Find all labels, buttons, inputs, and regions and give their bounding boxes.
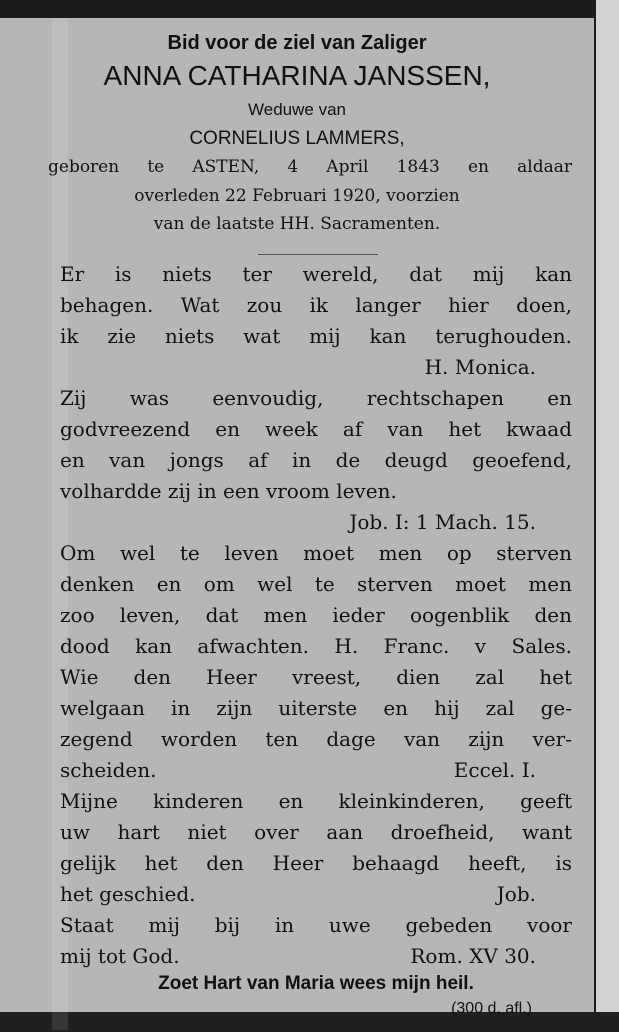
text-line: Mijne kinderen en kleinkinderen, geeft: [60, 789, 572, 813]
prayer-card: [0, 18, 594, 1017]
death-line: overleden 22 Februari 1920, voorzien: [134, 186, 460, 206]
text-line: het geschied.: [60, 882, 196, 906]
birth-line: geboren te ASTEN, 4 April 1843 en aldaar: [48, 157, 572, 177]
text-line: Om wel te leven moet men op sterven: [60, 541, 572, 565]
citation: Eccel. I.: [453, 758, 536, 782]
citation: Rom. XV 30.: [410, 944, 536, 968]
text-line: welgaan in zijn uiterste en hij zal ge-: [60, 696, 572, 720]
citation: Job.: [496, 882, 536, 906]
citation: Job. I: 1 Mach. 15.: [349, 510, 536, 534]
text-line: mij tot God.: [60, 944, 180, 968]
closing-prayer: Zoet Hart van Maria wees mijn heil.: [158, 973, 474, 994]
text-line: gelijk het den Heer behaagd heeft, is: [60, 851, 572, 875]
widow-of-label: Weduwe van: [248, 100, 346, 119]
text-line: godvreezend en week af van het kwaad: [60, 417, 572, 441]
sacraments-line: van de laatste HH. Sacramenten.: [153, 214, 441, 234]
text-line: Wie den Heer vreest, dien zal het: [60, 665, 572, 689]
card-heading: Bid voor de ziel van Zaliger: [167, 32, 427, 54]
text-line: en van jongs af in de deugd geoefend,: [60, 448, 572, 472]
deceased-name: ANNA CATHARINA JANSSEN,: [103, 60, 491, 91]
text-line: scheiden.: [60, 758, 157, 782]
text-line: volhardde zij in een vroom leven.: [60, 479, 397, 503]
text-line: Er is niets ter wereld, dat mij kan: [60, 262, 572, 286]
text-line: uw hart niet over aan droefheid, want: [60, 820, 572, 844]
text-line: zegend worden ten dage van zijn ver-: [60, 727, 572, 751]
text-line: behagen. Wat zou ik langer hier doen,: [60, 293, 572, 317]
divider-rule: [258, 254, 378, 255]
text-line: ik zie niets wat mij kan terughouden.: [60, 324, 572, 348]
husband-name: CORNELIUS LAMMERS,: [189, 128, 405, 149]
citation: H. Monica.: [424, 355, 536, 379]
text-line: Staat mij bij in uwe gebeden voor: [60, 913, 572, 937]
indulgence-note: (300 d. afl.): [451, 1000, 532, 1017]
background-edge-right: [596, 0, 619, 1032]
text-line: Zij was eenvoudig, rechtschapen en: [60, 386, 572, 410]
text-line: denken en om wel te sterven moet men: [60, 572, 572, 596]
text-line: dood kan afwachten. H. Franc. v Sales.: [60, 634, 572, 658]
text-line: zoo leven, dat men ieder oogenblik den: [60, 603, 572, 627]
